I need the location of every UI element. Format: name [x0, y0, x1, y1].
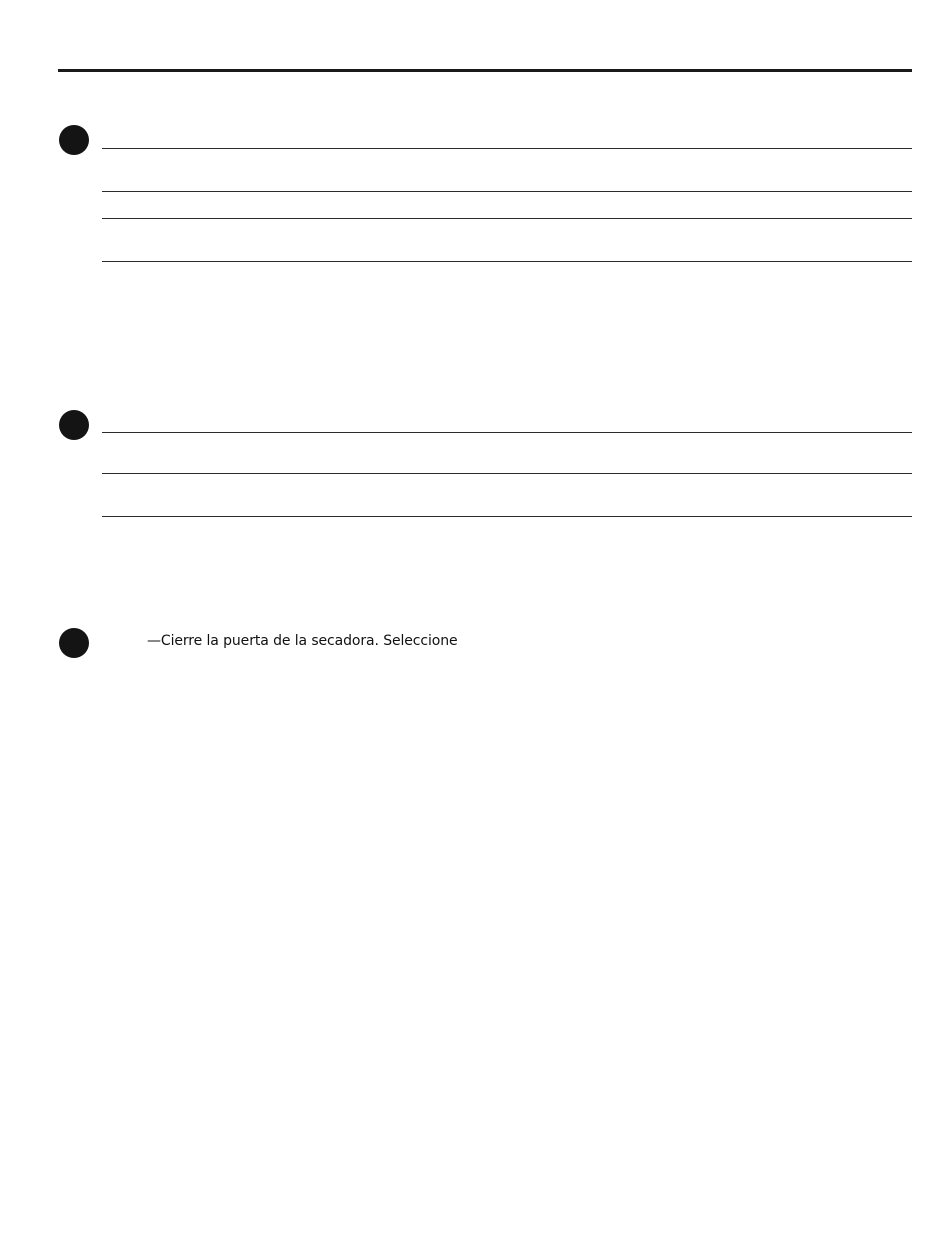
- step-2-rule-1: [102, 432, 912, 433]
- step-1-rule-4: [102, 261, 912, 262]
- step-1-rule-1: [102, 148, 912, 149]
- step-2-rule-2: [102, 473, 912, 474]
- step-2-bullet: [59, 410, 89, 440]
- step-2-rule-3: [102, 516, 912, 517]
- page-header-rule: [58, 69, 912, 72]
- step-1-rule-2: [102, 191, 912, 192]
- step-1-bullet: [59, 125, 89, 155]
- step-3-bullet: [59, 628, 89, 658]
- step-1-rule-3: [102, 218, 912, 219]
- step-3-text: —Cierre la puerta de la secadora. Seleccione: [147, 633, 458, 649]
